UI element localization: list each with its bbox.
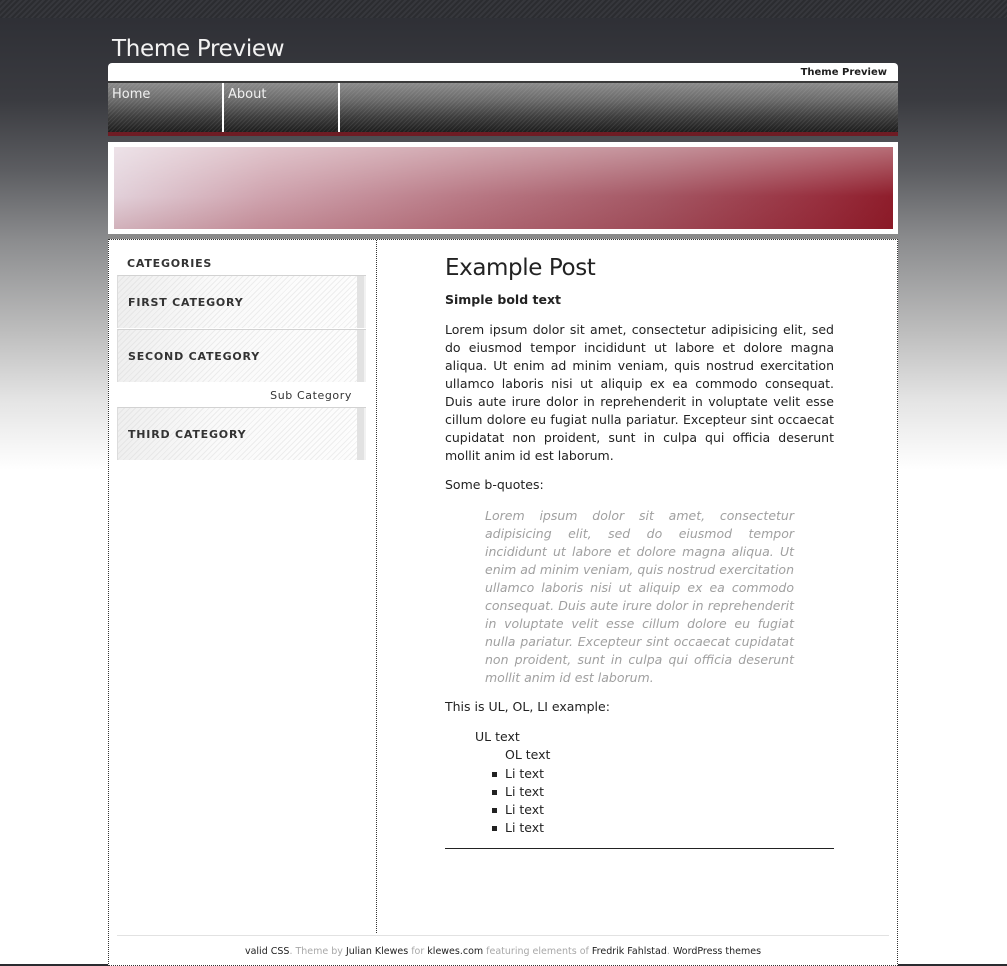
category-label: FIRST CATEGORY (128, 296, 244, 309)
site-link[interactable]: klewes.com (427, 946, 484, 957)
sidebar (109, 240, 377, 933)
valid-css-link[interactable]: valid CSS (244, 946, 290, 957)
top-label-bar (108, 63, 898, 81)
list-label: This is UL, OL, LI example: (445, 699, 610, 714)
ul-text: UL text (475, 729, 520, 744)
wordpress-themes-link[interactable]: WordPress themes (672, 946, 762, 957)
blockquote: Lorem ipsum dolor sit amet, consectetur adipisicing elit, sed do eiusmod tempor incididunt ut labore et dolore magna aliqua. Ut enim ad minim veniam, quis nostrud exercitation ullamco laboris nisi ut aliquip ex ea commodo consequat. Duis aute irure dolor in reprehenderit in voluptate velit esse cillum dolore eu fugiat nulla pariatur. Excepteur sint occaecat cupidatat non proident, sunt in culpa qui officia deserunt mollit anim id est laborum. (485, 508, 794, 685)
bquote-label: Some b-quotes: (445, 477, 544, 492)
nav-item-about[interactable]: About (224, 83, 340, 132)
footer-text: for (408, 946, 428, 957)
footer-text: . (666, 946, 673, 957)
sidebar-category-third[interactable] (117, 407, 366, 460)
header-banner-image (114, 147, 893, 229)
page-wrapper (108, 63, 898, 966)
site-title[interactable]: Theme Preview (112, 36, 285, 62)
category-label: SECOND CATEGORY (128, 350, 260, 363)
ol-text: OL text (505, 747, 551, 762)
li-list (505, 765, 544, 837)
top-label: Theme Preview (800, 67, 887, 78)
sidebar-subcategory[interactable]: Sub Category (270, 389, 352, 402)
credit-link[interactable]: Fredrik Fahlstad (591, 946, 667, 957)
footer-text: featuring elements of (483, 946, 592, 957)
author-link[interactable]: Julian Klewes (345, 946, 409, 957)
footer (109, 946, 897, 957)
categories-heading: CATEGORIES (127, 257, 213, 270)
sidebar-category-first[interactable] (117, 275, 366, 328)
sidebar-category-second[interactable] (117, 329, 366, 382)
list-item: Li text (505, 802, 545, 817)
category-label: THIRD CATEGORY (128, 428, 247, 441)
post-divider (445, 848, 834, 849)
nav-item-home[interactable]: Home (108, 83, 224, 132)
top-texture-strip (0, 0, 1007, 18)
post-bold-text: Simple bold text (445, 292, 561, 307)
content-area (108, 239, 898, 966)
footer-divider (117, 935, 889, 936)
main-nav (108, 81, 898, 136)
post-title[interactable]: Example Post (445, 255, 596, 281)
list-item: Li text (505, 784, 545, 799)
list-item: Li text (505, 820, 545, 835)
post-paragraph: Lorem ipsum dolor sit amet, consectetur adipisicing elit, sed do eiusmod tempor incididunt ut labore et dolore magna aliqua. Ut enim ad minim veniam, quis nostrud exercitation ullamco laboris nisi ut aliquip ex ea commodo consequat. Duis aute irure dolor in reprehenderit in voluptate velit esse cillum dolore eu fugiat nulla pariatur. Excepteur sint occaecat cupidatat non proident, sunt in culpa qui officia deserunt mollit anim id est laborum. (445, 322, 834, 463)
footer-text: . Theme by (289, 946, 346, 957)
list-item: Li text (505, 766, 545, 781)
header-banner-frame (108, 142, 898, 234)
